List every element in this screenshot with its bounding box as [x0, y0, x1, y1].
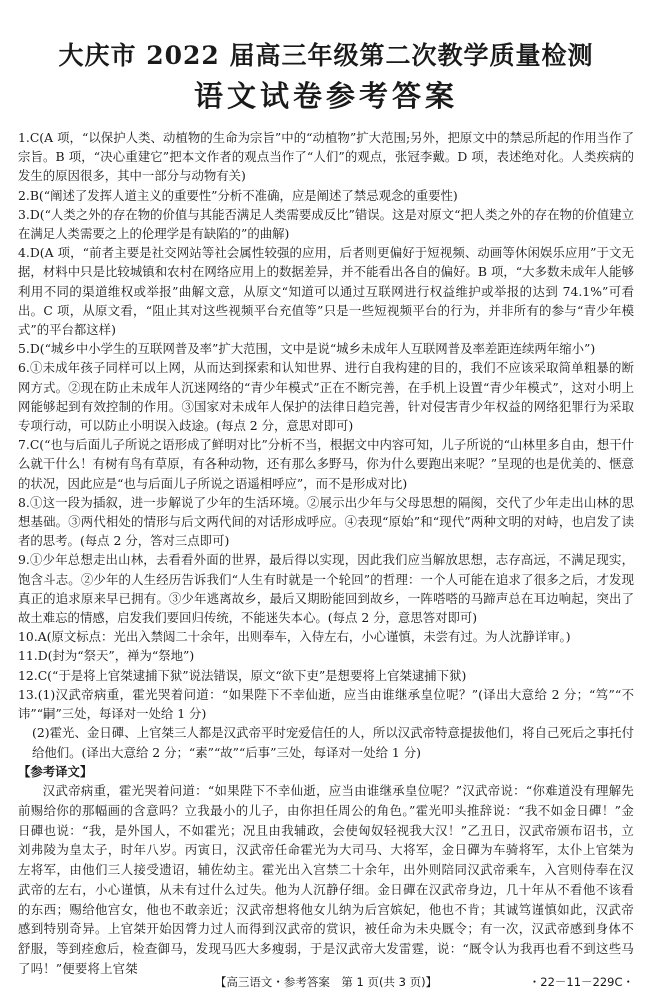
reference-translation-text: 汉武帝病重，霍光哭着问道：“如果陛下不幸仙逝，应当由谁继承皇位呢？”汉武帝说：“你难道没有理解先前赐给你的那幅画的含意吗？立我最小的儿子，由你担任周公的角色。”霍光叩头推辞说：“我不如金日磾！”金日磾也说：“我，是外国人，不如霍光；况且由我辅政，会使匈奴轻视我大汉！”乙丑日，汉武帝颁布诏书，立刘弗陵为皇太子，时年八岁。丙寅日，汉武帝任命霍光为大司马、大将军，金日磾为车骑将军，太仆上官桀为左将军，由他们三人接受遗诏，辅佐幼主。霍光出入宫禁二十余年，出外则陪同汉武帝乘车，入宫则侍奉在汉武帝的左右，小心谨慎，从未有过什么过失。他为人沉静仔细。金日磾在汉武帝身边，几十年从不看他不该看的东西；赐给他宫女，他也不敢亲近；汉武帝想将他女儿纳为后宫嫔妃，他也不肯；其诚笃谨慎如此，汉武帝感到特别奇异。上官桀开始因膂力过人而得到汉武帝的赏识，被任命为未央厩令；有一次，汉武帝感到身体不舒服，等到痊愈后，检查御马，发现马匹大多瘦弱，于是汉武帝大发雷霆，说：“厩令认为我再也看不到这些马了吗！”便要将上官桀	[18, 782, 634, 977]
answer-item-12: 12.C(“于是将上官桀逮捕下狱”说法错误，原文“欲下吏”是想要将上官桀逮捕下狱)	[18, 667, 467, 683]
answer-item-8: 8.①这一段为插叙，进一步解说了少年的生活环境。②展示出少年与父母思想的隔阂，交代了少年走出山林的思想基础。③两代相处的情形与后文两代间的对话形成呼应。④表现“原始”和“现代”两种文明的对峙，也启发了读者的思考。(每点 2 分，答对三点即可)	[18, 494, 634, 549]
answer-item-1: 1.C(A 项，“以保护人类、动植物的生命为宗旨”中的“动植物”扩大范围;另外，把原文中的禁忌所起的作用当作了宗旨。B 项，“决心重建它”把本文作者的观点当作了“人们”的观点，张冠李戴。D 项，表述绝对化。人类疾病的发生的原因很多，其中一部分与动物有关)	[18, 130, 634, 184]
answer-item-9: 9.①少年总想走出山林，去看看外面的世界，最后得以实现，因此我们应当解放思想，志存高远，不满足现实，饱含斗志。②少年的人生经历告诉我们“人生有时就是一个轮回”的哲理：一个人可能在追求了很多之后，才发现真正的追求原来早已拥有。③少年逃离故乡，最后又期盼能回到故乡，一阵嗒嗒的马蹄声总在耳边响起，突出了故土难忘的情感，启发我们要回归传统，不能迷失本心。(每点 2 分，意思答对即可)	[18, 552, 634, 626]
answer-item-13-2: (2)霍光、金日磾、上官桀三人都是汉武帝平时宠爱信任的人，所以汉武帝特意提拔他们，将自己死后之事托付给他们。(译出大意给 2 分；“素”“故”“后事”三处，每译对一处给 1 分)	[32, 725, 634, 760]
answer-item-6: 6.①未成年孩子同样可以上网，从而达到探索和认知世界、进行自我构建的目的，我们不应该采取简单粗暴的断网方式。②现在防止未成年人沉迷网络的“青少年模式”正在不断完善，在手机上设置“青少年模式”，这对小明上网能够起到有效控制的作用。③国家对未成年人保护的法律日趋完善，针对侵害青少年权益的网络犯罪行为采取专项行动，可以防止小明误入歧途。(每点 2 分，意思对即可)	[18, 360, 634, 434]
answer-item-2: 2.B(“阐述了发挥人道主义的重要性”分析不准确，应是阐述了禁忌观念的重要性)	[18, 187, 458, 203]
answer-item-4: 4.D(A 项，“前者主要是社交网站等社会属性较强的应用，后者则更偏好于短视频、动画等休闲娱乐应用”于文无据，材料中只是比较城镇和农村在网络应用上的数据差异，并不能看出各自的偏好。B 项，“大多数未成年人能够利用不同的渠道维权或举报”曲解文意，从原文“知道可以通过互联网进行权益维护或举报的达到 74.1%”可看出。C 项，从原文看，“阻止其对这些视频平台充值等”只是一些短视频平台的行为，并非所有的参与“青少年模式”的平台都这样)	[18, 245, 634, 338]
answer-list	[18, 128, 634, 762]
answer-item-5: 5.D(“城乡中小学生的互联网普及率”扩大范围，文中是说“城乡未成年人互联网普及率差距连续两年缩小”)	[18, 341, 596, 357]
answer-item-7: 7.C(“也与后面儿子所说之语形成了鲜明对比”分析不当，根据文中内容可知，儿子所说的“山林里多自由，想干什么就干什么！有树有鸟有草原，有各种动物，还有那么多野马，你为什么要跑出来呢？”呈现的也是优美的、惬意的状况，因此应是“也与后面儿子所说之语遥相呼应”，而不是形成对比)	[18, 437, 634, 491]
answer-item-11: 11.D(封为“祭天”，禅为“祭地”)	[18, 648, 195, 664]
answer-item-10: 10.A(原文标点：光出入禁闼二十余年，出则奉车，入侍左右，小心谨慎，未尝有过。为人沈静详审。)	[18, 629, 571, 645]
footer-exam-code: ・22－11－229C・	[528, 975, 634, 989]
answer-item-13-1: 13.(1)汉武帝病重，霍光哭着问道：“如果陛下不幸仙逝，应当由谁继承皇位呢？”(译出大意给 2 分；“笃”“不讳”“嗣”三处，每译对一处给 1 分)	[18, 686, 634, 722]
answer-item-3: 3.D(“人类之外的存在物的价值与其能否满足人类需要成反比”错误。这是对原文“把人类之外的存在物的价值建立在满足人类需要之上的伦理学是有缺陷的”的曲解)	[18, 206, 634, 242]
reference-translation-heading: 【参考译文】	[18, 763, 93, 779]
document-title: 大庆市 2022 届高三年级第二次教学质量检测	[58, 41, 594, 70]
footer-page-label: 【高三语文・参考答案 第 1 页(共 3 页)】	[214, 975, 438, 989]
document-subtitle: 语文试卷参考答案	[193, 79, 458, 113]
page-footer	[18, 974, 634, 990]
